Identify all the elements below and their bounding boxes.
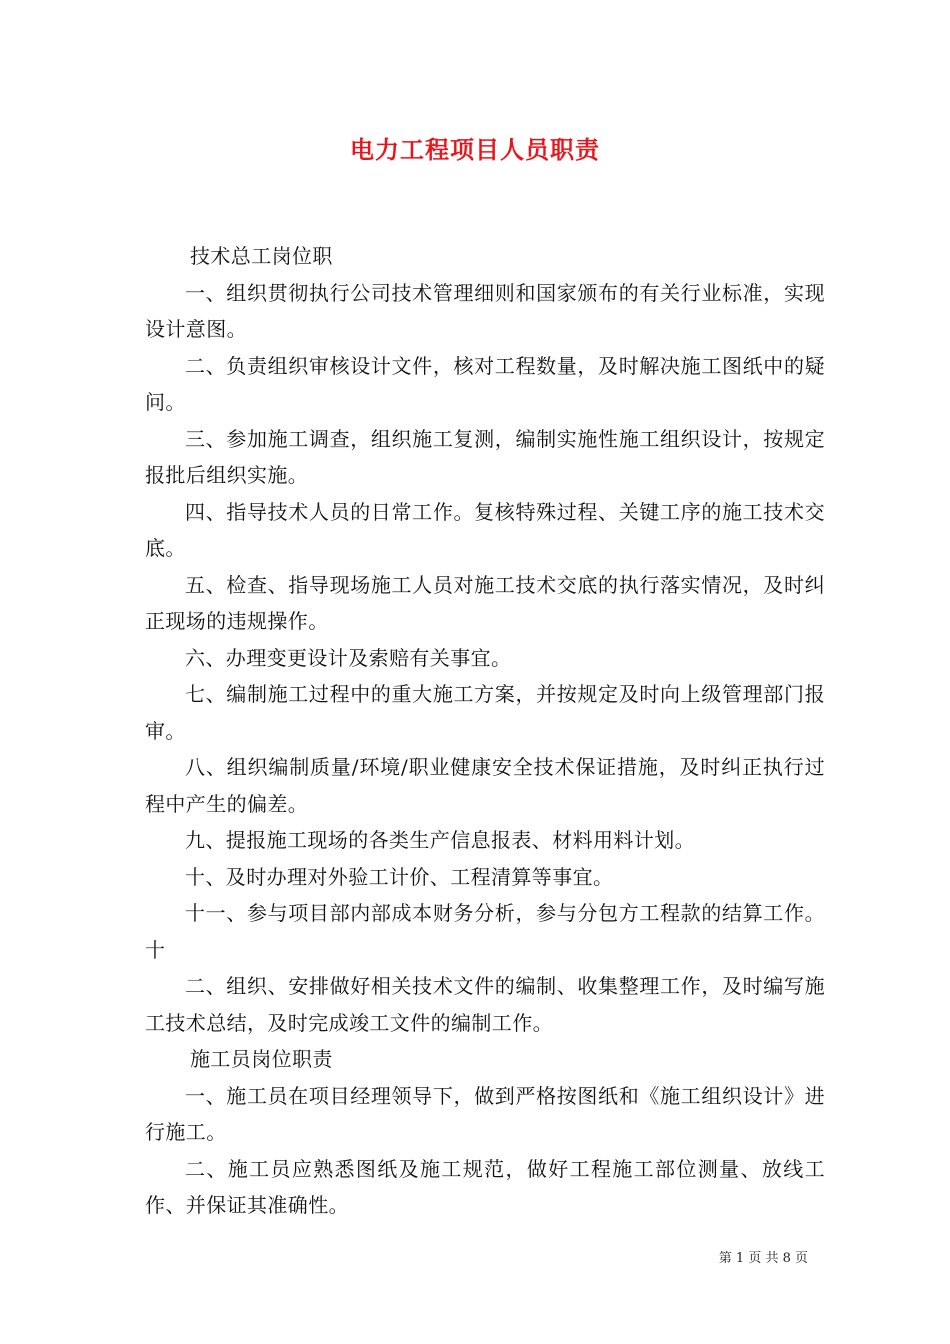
paragraph-item: 五、检查、指导现场施工人员对施工技术交底的执行落实情况，及时纠正现场的违规操作。	[145, 572, 825, 633]
paragraph-item: 二、负责组织审核设计文件，核对工程数量，及时解决施工图纸中的疑问。	[145, 353, 825, 414]
document-body	[145, 238, 825, 1224]
page-number: 第 1 页 共 8 页	[718, 1251, 808, 1266]
section-heading-technical-chief: 技术总工岗位职	[190, 244, 333, 268]
paragraph-item: 三、参加施工调查，组织施工复测，编制实施性施工组织设计，按规定报批后组织实施。	[145, 426, 825, 487]
paragraph-item: 一、施工员在项目经理领导下，做到严格按图纸和《施工组织设计》进行施工。	[145, 1083, 825, 1144]
paragraph-item: 十一、参与项目部内部成本财务分析，参与分包方工程款的结算工作。十	[145, 901, 825, 962]
paragraph-item: 八、组织编制质量/环境/职业健康安全技术保证措施，及时纠正执行过程中产生的偏差。	[145, 755, 825, 816]
paragraph-item: 九、提报施工现场的各类生产信息报表、材料用料计划。	[185, 828, 695, 852]
paragraph-item: 四、指导技术人员的日常工作。复核特殊过程、关键工序的施工技术交底。	[145, 499, 825, 560]
paragraph-item: 二、施工员应熟悉图纸及施工规范，做好工程施工部位测量、放线工作、并保证其准确性。	[145, 1156, 825, 1217]
section-heading-construction-staff: 施工员岗位职责	[190, 1047, 333, 1071]
paragraph-item: 七、编制施工过程中的重大施工方案，并按规定及时向上级管理部门报审。	[145, 682, 825, 743]
paragraph-item: 六、办理变更设计及索赔有关事宜。	[185, 645, 512, 670]
paragraph-item: 一、组织贯彻执行公司技术管理细则和国家颁布的有关行业标准，实现设计意图。	[145, 280, 825, 341]
paragraph-item: 十、及时办理对外验工计价、工程清算等事宜。	[185, 864, 614, 889]
page-title: 电力工程项目人员职责	[350, 135, 600, 164]
paragraph-item: 二、组织、安排做好相关技术文件的编制、收集整理工作，及时编写施工技术总结，及时完成竣工文件的编制工作。	[145, 974, 825, 1035]
